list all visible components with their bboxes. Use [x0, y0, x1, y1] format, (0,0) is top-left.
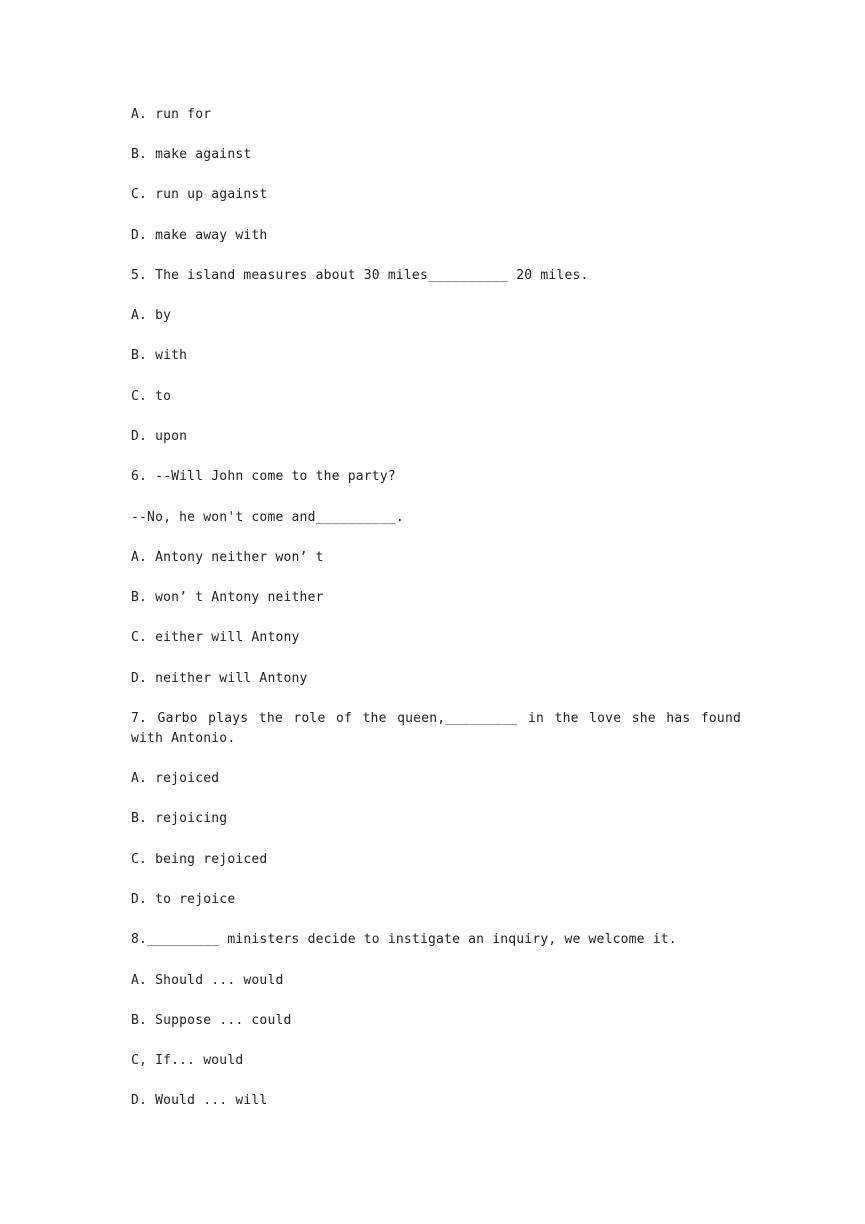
q7-option-a: A. rejoiced [131, 771, 220, 786]
q8-option-d: D. Would ... will [131, 1093, 268, 1108]
q4-option-c: C. run up against [131, 187, 268, 202]
q8-option-c: C, If... would [131, 1053, 244, 1068]
q4-option-d: D. make away with [131, 228, 268, 243]
q5-option-d: D. upon [131, 429, 188, 444]
q4-option-a: A. run for [131, 107, 212, 122]
q7-stem: 7. Garbo plays the role of the queen,_________ in the love she has found with Antonio. [131, 711, 750, 746]
q8-option-a: A. Should ... would [131, 973, 284, 988]
q5-option-c: C. to [131, 389, 172, 404]
q5-option-b: B. with [131, 348, 188, 363]
q7-option-b: B. rejoicing [131, 811, 228, 826]
q4-option-b: B. make against [131, 147, 252, 162]
q6-stem-reply: --No, he won't come and__________. [131, 510, 404, 525]
q6-option-c: C. either will Antony [131, 630, 300, 645]
q5-option-a: A. by [131, 308, 172, 323]
q5-stem: 5. The island measures about 30 miles__________ 20 miles. [131, 268, 589, 283]
q8-option-b: B. Suppose ... could [131, 1013, 292, 1028]
q6-option-a: A. Antony neither won’ t [131, 550, 324, 565]
q7-option-c: C. being rejoiced [131, 852, 268, 867]
q6-stem: 6. --Will John come to the party? [131, 469, 396, 484]
q6-option-b: B. won’ t Antony neither [131, 590, 324, 605]
q6-option-d: D. neither will Antony [131, 671, 308, 686]
q8-stem: 8._________ ministers decide to instigate an inquiry, we welcome it. [131, 932, 677, 947]
q7-option-d: D. to rejoice [131, 892, 236, 907]
